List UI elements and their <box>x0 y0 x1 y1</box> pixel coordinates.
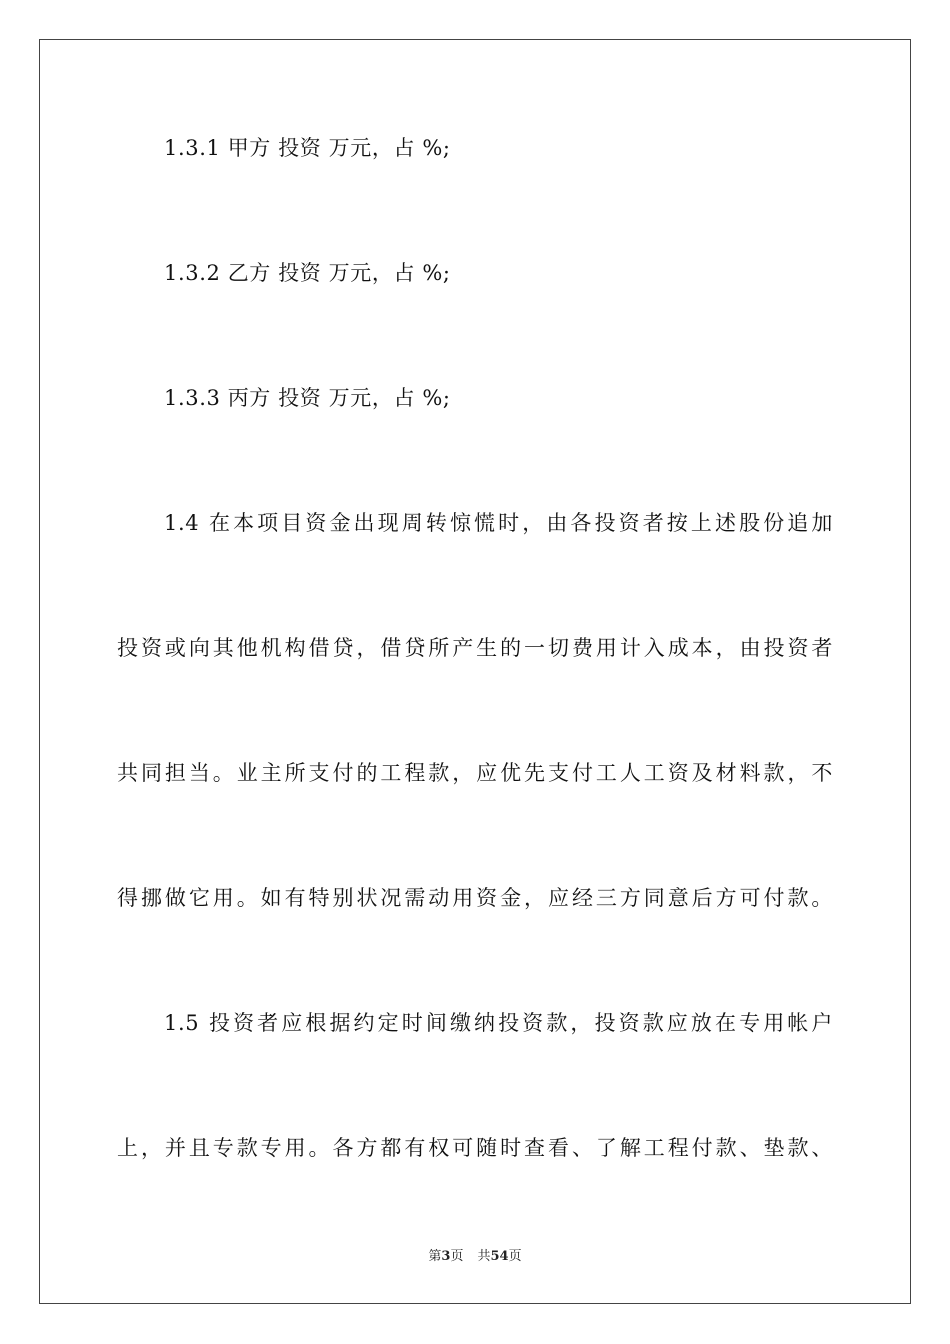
clause-1-4-line-1: 1.4 在本项目资金出现周转惊慌时，由各投资者按上述股份追加 <box>164 511 833 535</box>
page-number: 3 <box>441 1249 451 1264</box>
page-border <box>39 39 911 1304</box>
clause-1-3-1: 1.3.1 甲方 投资 万元，占 %; <box>164 136 451 160</box>
page-footer <box>0 1248 950 1266</box>
total-prefix: 共 <box>477 1249 491 1264</box>
clause-1-5-line-2: 上，并且专款专用。各方都有权可随时查看、了解工程付款、垫款、 <box>117 1136 833 1160</box>
total-pages: 54 <box>490 1249 509 1264</box>
total-suffix: 页 <box>508 1249 522 1264</box>
clause-1-3-3: 1.3.3 丙方 投资 万元，占 %; <box>164 386 451 410</box>
page-suffix: 页 <box>450 1249 464 1264</box>
clause-1-4-line-4: 得挪做它用。如有特别状况需动用资金，应经三方同意后方可付款。 <box>117 886 833 910</box>
clause-1-4-line-2: 投资或向其他机构借贷，借贷所产生的一切费用计入成本，由投资者 <box>117 636 833 660</box>
page-prefix: 第 <box>428 1249 442 1264</box>
clause-1-4-line-3: 共同担当。业主所支付的工程款，应优先支付工人工资及材料款，不 <box>117 761 833 785</box>
clause-1-3-2: 1.3.2 乙方 投资 万元，占 %; <box>164 261 451 285</box>
clause-1-5-line-1: 1.5 投资者应根据约定时间缴纳投资款，投资款应放在专用帐户 <box>164 1011 833 1035</box>
